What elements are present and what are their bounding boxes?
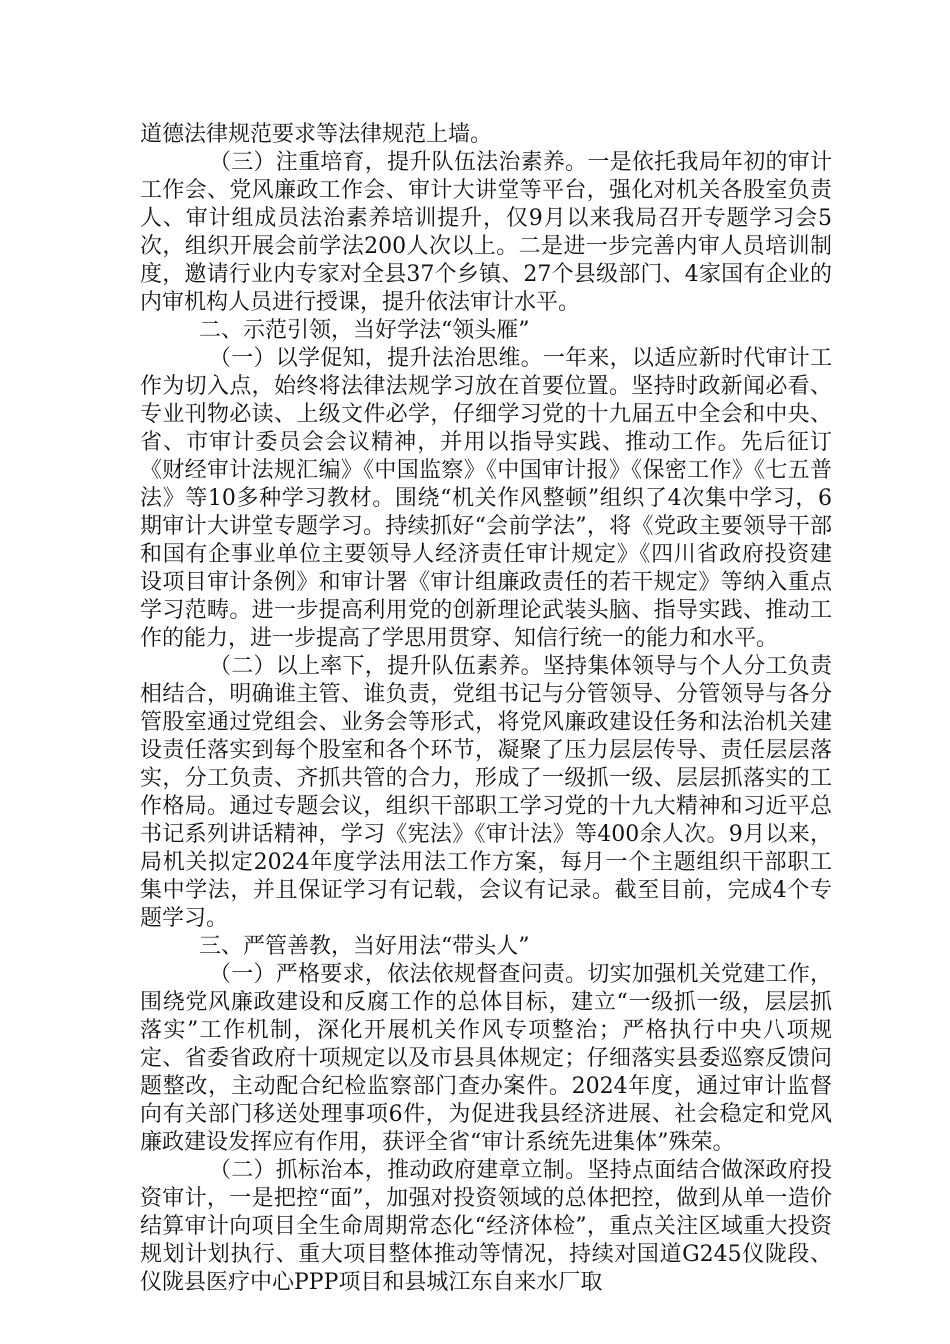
paragraph-section-3-2: （二）抓标治本，推动政府建章立制。坚持点面结合做深政府投资审计，一是把控“面”，加强对投资领域的总体把控，做到从单一造价结算审计向项目全生命周期常态化“经济体检”，重点关注区域重大投资规划计划执行、重大项目整体推动等情况，持续对国道G245仪陇段、仪陇县医疗中心PPP项目和县城江东自来水厂取 (140, 1158, 832, 1295)
paragraph-section-1-3: （三）注重培育，提升队伍法治素养。一是依托我局年初的审计工作会、党风廉政工作会、审计大讲堂等平台，强化对机关各股室负责人、审计组成员法治素养培训提升，仅9月以来我局召开专题学习会5次，组织开展会前学法200人次以上。二是进一步完善内审人员培训制度，邀请行业内专家对全县37个乡镇、27个县级部门、4家国有企业的内审机构人员进行授课，提升依法审计水平。 (140, 150, 832, 315)
paragraph-section-2-2: （二）以上率下，提升队伍素养。坚持集体领导与个人分工负责相结合，明确谁主管、谁负责，党组书记与分管领导、分管领导与各分管股室通过党组会、业务会等形式，将党风廉政建设任务和法治机关建设责任落实到每个股室和各个环节，凝聚了压力层层传导、责任层层落实，分工负责、齐抓共管的合力，形成了一级抓一级、层层抓落实的工作格局。通过专题会议，组织干部职工学习党的十九大精神和习近平总书记系列讲话精神，学习《宪法》《审计法》等400余人次。9月以来，局机关拟定2024年度学法用法工作方案，每月一个主题组织干部职工集中学法，并且保证学习有记载，会议有记录。截至目前，完成4个专题学习。 (140, 654, 832, 931)
paragraph-section-2-1: （一）以学促知，提升法治思维。一年来，以适应新时代审计工作为切入点，始终将法律法规学习放在首要位置。坚持时政新闻必看、专业刊物必读、上级文件必学，仔细学习党的十九届五中全会和中央、省、市审计委员会会议精神，并用以指导实践、推动工作。先后征订《财经审计法规汇编》《中国监察》《中国审计报》《保密工作》《七五普法》等10多种学习教材。围绕“机关作风整顿”组织了4次集中学习，6期审计大讲堂专题学习。持续抓好“会前学法”，将《党政主要领导干部和国有企事业单位主要领导人经济责任审计规定》《四川省政府投资建设项目审计条例》和审计署《审计组廉政责任的若干规定》等纳入重点学习范畴。进一步提高利用党的创新理论武装头脑、指导实践、推动工作的能力，进一步提高了学思用贯穿、知信行统一的能力和水平。 (140, 346, 832, 651)
section-heading-2: 二、示范引领，当好学法“领头雁” (199, 318, 530, 343)
document-body (140, 121, 832, 1297)
paragraph-section-3-1: （一）严格要求，依法依规督查问责。切实加强机关党建工作，围绕党风廉政建设和反腐工作的总体目标，建立“一级抓一级，层层抓落实”工作机制，深化开展机关作风专项整治；严格执行中央八项规定、省委省政府十项规定以及市县具体规定；仔细落实县委巡察反馈问题整改，主动配合纪检监察部门查办案件。2024年度，通过审计监督向有关部门移送处理事项6件，为促进我县经济进展、社会稳定和党风廉政建设发挥应有作用，获评全省“审计系统先进集体”殊荣。 (140, 962, 832, 1155)
paragraph-continuation: 道德法律规范要求等法律规范上墙。 (140, 122, 493, 147)
section-heading-3: 三、严管善教，当好用法“带头人” (199, 934, 530, 959)
